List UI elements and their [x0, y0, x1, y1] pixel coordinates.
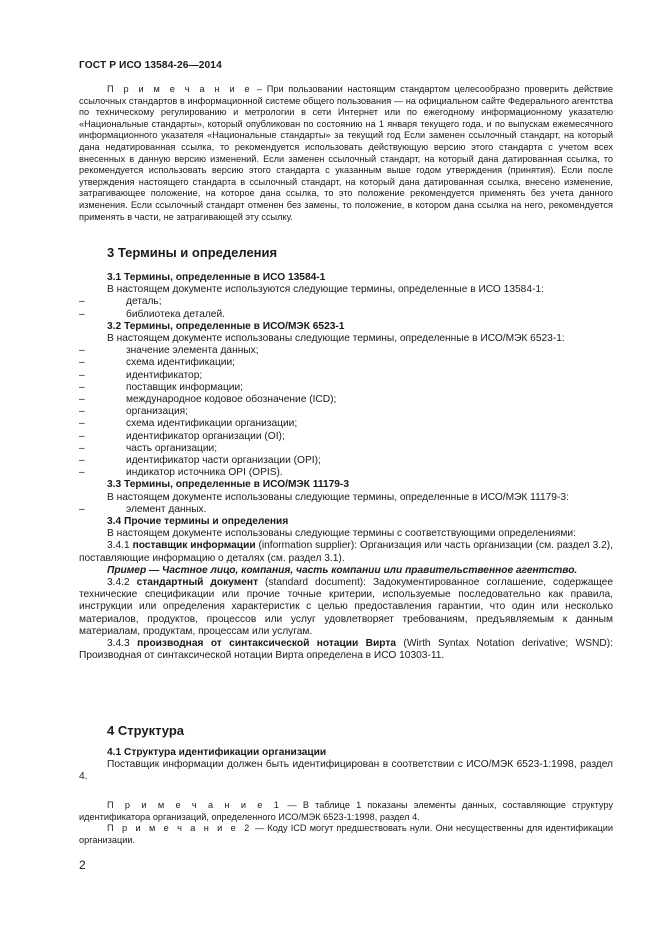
list-item: – поставщик информации; — [79, 381, 244, 393]
list-item: – индикатор источника OPI (OPIS). — [79, 467, 283, 479]
list-item: – элемент данных. — [79, 503, 207, 515]
list-item: – схема идентификации организации; — [79, 418, 298, 430]
subsection-3-2-title: 3.2 Термины, определенные в ИСО/МЭК 6523-1 — [107, 320, 345, 332]
section-4-title: 4 Структура — [107, 723, 185, 738]
subsection-3-1-title: 3.1 Термины, определенные в ИСО 13584-1 — [107, 272, 326, 283]
subsection-3-2-intro: В настоящем документе использованы следующие термины, определенные в ИСО/МЭК 6523-1: — [107, 333, 565, 345]
list-item: – идентификатор части организации (OPI); — [79, 455, 321, 467]
list-item: – схема идентификации; — [79, 357, 235, 369]
list-item: – международное кодовое обозначение (ICD); — [79, 394, 337, 406]
page-number: 2 — [79, 858, 86, 872]
list-item: – идентификатор организации (OI); — [79, 430, 285, 442]
subsection-3-4-intro: В настоящем документе использованы следующие термины с соответствующими определениями: — [107, 528, 576, 540]
term-name: поставщик информации — [132, 540, 256, 552]
section-3-title: 3 Термины и определения — [107, 245, 278, 260]
reference-note — [79, 84, 613, 223]
note-label: П р и м е ч а н и е 2 — [107, 823, 252, 834]
subsection-3-3-title: 3.3 Термины, определенные в ИСО/МЭК 11179-3 — [107, 479, 349, 491]
subsection-3-3-intro: В настоящем документе использованы следующие термины, определенные в ИСО/МЭК 11179-3: — [107, 491, 569, 503]
note-2: П р и м е ч а н и е 2 — Коду ICD могут предшествовать нули. Они несущественны для идентификации организации. — [79, 823, 613, 845]
list-item: – идентификатор; — [79, 369, 203, 381]
section-4-notes — [79, 800, 613, 846]
subsection-4-1-text: Поставщик информации должен быть идентифицирован в соответствии с ИСО/МЭК 6523-1:1998, раздел 4. — [79, 759, 613, 783]
list-item: – организация; — [79, 406, 189, 418]
list-item: – значение элемента данных; — [79, 345, 259, 357]
section-4-body — [79, 747, 613, 784]
term-example: Пример — Частное лицо, компания, часть компании или правительственное агентство. — [107, 564, 578, 576]
note-label: П р и м е ч а н и е — [107, 84, 253, 94]
list-item: – библиотека деталей. — [79, 308, 225, 320]
term-3-4-3: 3.4.3 производная от синтаксической нотации Вирта (Wirth Syntax Notation derivative; WSND): Производная от синтаксической нотации Вирта определена в ИСО 10303-11. — [79, 638, 613, 662]
note-1: П р и м е ч а н и е 1 — В таблице 1 показаны элементы данных, составляющие структуру идентификатора организаций, определенного ИСО/МЭК 6523-1:1998, раздел 4. — [79, 800, 613, 822]
note-label: П р и м е ч а н и е 1 — [107, 800, 282, 810]
term-3-4-2: 3.4.2 стандартный документ (standard document): Задокументированное соглашение, содержащее технические спецификации или прочие точные критерии, используемые последовательно как правила, инструкции или определения характеристик с целью предоставления гарантии, что один или несколько материалов, продуктов, процессов или услуг удовлетворяет требованиям, предъявляемым к данным материалам, продуктам, процессам или услугам. — [79, 577, 614, 637]
example-label: Пример — [107, 564, 147, 576]
term-name: производная от синтаксической нотации Вирта — [137, 638, 397, 650]
term-name: стандартный документ — [136, 577, 259, 589]
term-3-4-1: 3.4.1 поставщик информации (information supplier): Организация или часть организации (см. раздел 3.2), поставляющие информацию о деталях (см. раздел 3.1). — [79, 540, 613, 564]
section-3-body — [79, 272, 613, 663]
list-item: – часть организации; — [79, 442, 218, 454]
document-header: ГОСТ Р ИСО 13584-26—2014 — [79, 60, 222, 71]
subsection-3-4-title: 3.4 Прочие термины и определения — [107, 516, 289, 528]
list-item: – деталь; — [79, 296, 162, 308]
subsection-4-1-title: 4.1 Структура идентификации организации — [107, 747, 327, 758]
subsection-3-1-intro: В настоящем документе используются следующие термины, определенные в ИСО 13584-1: — [107, 284, 544, 296]
note-text: – При пользовании настоящим стандартом целесообразно проверить действие ссылочных стандартов в информационной системе общего пользования — на официальном сайте Федерального агентства по техническому регулированию и метрологии в сети Интернет или по ежегодному информационному указателю «Национальные стандарты», который опубликован по состоянию на 1 января текущего года, и по выпускам ежемесячного информационного указателя «Национальные стандарты» за текущий год Если заменен ссылочный стандарт, на который дана недатированная ссылка, то рекомендуется использовать действующую версию этого стандарта с учетом всех внесенных в данную версию изменений. Если заменен ссылочный стандарт, на который дана датированная ссылка, то рекомендуется использовать версию этого стандарта с указанным выше годом утверждения (принятия). Если после утверждения настоящего стандарта в ссылочный стандарт, на который дана датированная ссылка, внесено изменение, затрагивающее положение, на которое дана ссылка, то это положение рекомендуется применять без учета данного изменения. Если ссылочный стандарт отменен без замены, то положение, в котором дана ссылка на него, рекомендуется применять в части, не затрагивающей эту ссылку. — [79, 84, 614, 222]
